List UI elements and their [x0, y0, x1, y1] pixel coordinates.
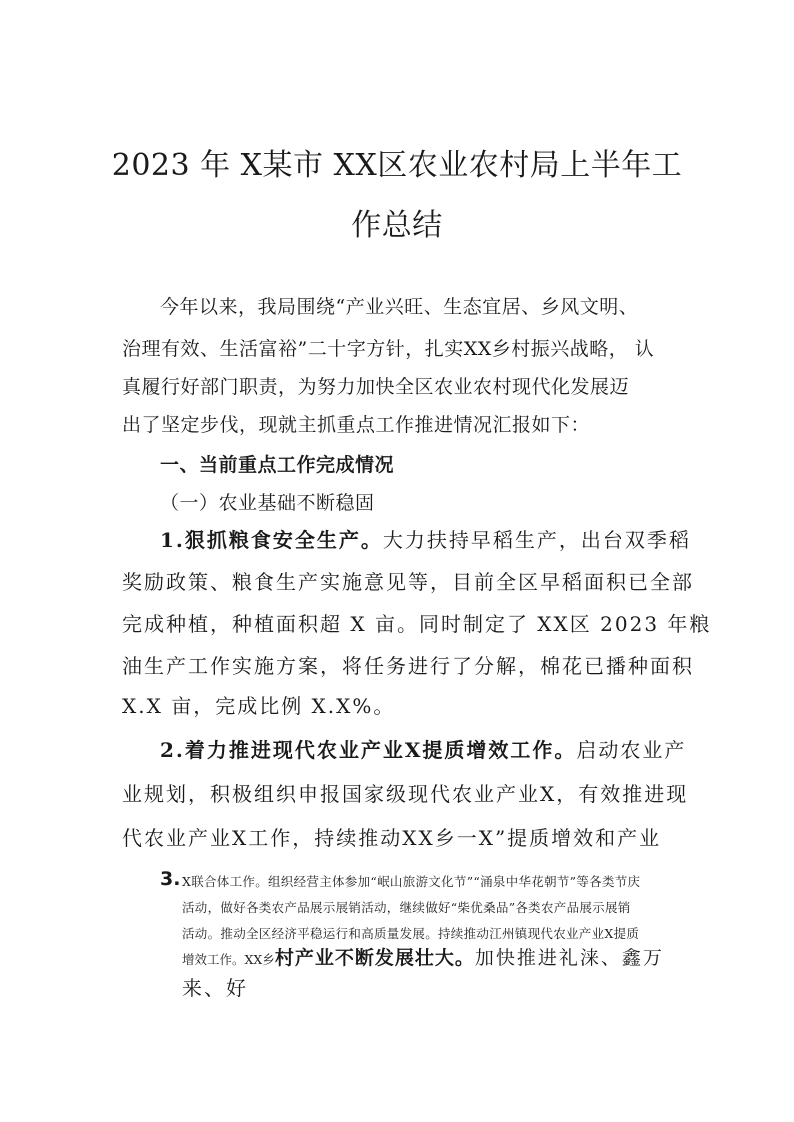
item1-line: 完成种植，种植面积超 X 亩。同时制定了 XX区 2023 年粮: [122, 612, 712, 636]
intro-line: 出了坚定步伐，现就主抓重点工作推进情况汇报如下：: [122, 414, 591, 436]
item1-first-line: [160, 524, 691, 553]
item3-mixed-small: 增效工作。XX乡: [182, 952, 275, 967]
item2-line: 业规划，积极组织申报国家级现代农业产业X，有效推进现: [122, 782, 689, 806]
subsection-heading: （一）农业基础不断稳固: [160, 492, 375, 514]
intro-line: 今年以来，我局围绕“产业兴旺、生态宜居、乡风文明、: [160, 296, 639, 318]
item3-last-line: 来、好: [182, 976, 248, 1000]
item3-line: X联合体工作。组织经营主体参加“岷山旅游文化节”“涌泉中华花朝节”等各类节庆: [182, 874, 641, 889]
item2-heading: 2.着力推进现代农业产业X提质增效工作。: [160, 738, 577, 762]
item1-line: 油生产工作实施方案，将任务进行了分解，棉花已播种面积: [122, 654, 694, 678]
document-title-line1: 2023 年 X某市 XX区农业农村局上半年工: [111, 148, 683, 183]
item1-heading: 1.狠抓粮食安全生产。: [160, 528, 383, 552]
intro-line: 治理有效、生活富裕”二十字方针，扎实XX乡村振兴战略， 认: [122, 338, 655, 360]
item1-line: 奖励政策、粮食生产实施意见等，目前全区早稻面积已全部: [122, 570, 694, 594]
item3-number: 3.: [160, 868, 181, 890]
section-heading: 一、当前重点工作完成情况: [160, 454, 395, 476]
intro-line: 真履行好部门职责，为努力加快全区农业农村现代化发展迈: [122, 376, 630, 398]
item1-line: X.X 亩，完成比例 X.X%。: [122, 694, 396, 718]
item3-line: 活动，做好各类农产品展示展销活动，继续做好“柴优桑品”各类农产品展示展销: [182, 900, 631, 915]
document-title-line2: 作总结: [351, 208, 443, 243]
item3-mixed-normal: 加快推进礼涞、鑫万: [474, 947, 664, 969]
item2-line: 代农业产业X工作，持续推动XX乡一X”提质增效和产业: [122, 826, 662, 850]
item3-line: 活动。推动全区经济平稳运行和高质量发展。持续推动江州镇现代农业产业X提质: [182, 926, 640, 941]
item3-mixed-line: [182, 943, 664, 970]
item1-first: 大力扶持早稻生产，出台双季稻: [382, 528, 691, 552]
item2-first: 启动农业产: [576, 738, 687, 762]
item3-mixed-bold: 村产业不断发展壮大。: [274, 947, 475, 969]
item2-first-line: [160, 734, 686, 763]
